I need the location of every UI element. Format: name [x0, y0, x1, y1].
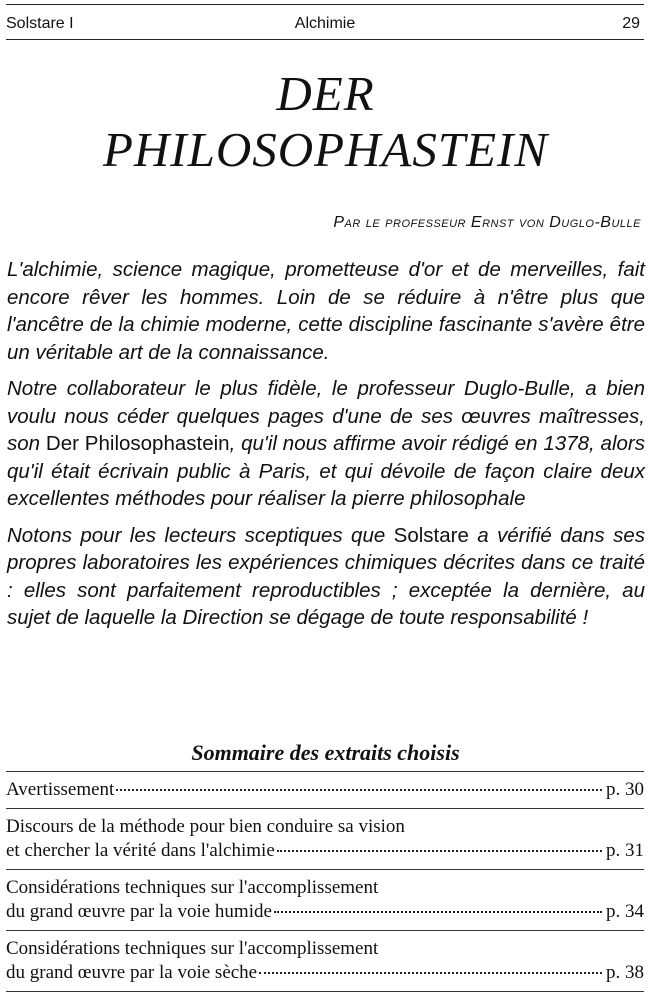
dot-leader	[277, 849, 602, 852]
p3-text-c: a vérifié dans ses propres laboratoires les expériences chimiques décrites dans ce traité : elles sont parfaitement reproductibles ; exceptée la dernière, au sujet de laquelle la Direction se dégage de toute responsabilité !	[7, 523, 645, 629]
intro-paragraph-3	[7, 522, 645, 632]
p2-text-a: Notre collaborateur le plus fidèle, le professeur Duglo-Bulle, a bien voulu nous céder quelques pages d'une de ses œuvres maîtresses, son	[7, 377, 645, 455]
summary-title: Sommaire des extraits choisis	[191, 740, 460, 765]
dot-leader	[259, 971, 602, 974]
toc-entry	[6, 772, 644, 809]
toc-entry-title-line: Considérations techniques sur l'accomplissement	[6, 877, 379, 898]
book-title: Der Philosophastein	[45, 432, 230, 455]
toc-entry-title: du grand œuvre par la voie sèche	[6, 962, 258, 983]
dot-leader	[274, 910, 602, 913]
toc-entry-title: Avertissement	[6, 779, 115, 800]
article-title	[0, 66, 651, 178]
intro-paragraph-2	[7, 375, 645, 513]
title-line-1: DER	[276, 66, 375, 121]
introduction	[7, 256, 645, 641]
magazine-name: Solstare	[393, 523, 469, 547]
toc-entry-title: et chercher la vérité dans l'alchimie	[6, 840, 275, 861]
page-number: 29	[622, 15, 640, 32]
running-header	[6, 4, 644, 40]
journal-name: Solstare I	[6, 15, 74, 32]
section-name: Alchimie	[294, 15, 356, 32]
toc-entry-title: du grand œuvre par la voie humide	[6, 901, 272, 922]
intro-paragraph-1: L'alchimie, science magique, prometteuse d'or et de merveilles, fait encore rêver les hommes. Loin de se réduire à n'être plus que l'ancêtre de la chimie moderne, cette discipline fascinante s'avère être un véritable art de la connaissance.	[7, 258, 645, 364]
toc-page-ref: p. 38	[606, 962, 644, 983]
toc-entry	[6, 931, 644, 992]
toc-page-ref: p. 31	[606, 840, 644, 861]
toc-page-ref: p. 30	[606, 779, 644, 800]
toc-entry	[6, 809, 644, 870]
title-line-2: PHILOSOPHASTEIN	[102, 122, 549, 177]
table-of-contents	[6, 771, 644, 992]
toc-page-ref: p. 34	[606, 901, 644, 922]
p3-text-a: Notons pour les lecteurs sceptiques que	[7, 523, 394, 547]
p2-text-c: , qu'il nous affirme avoir rédigé en 1378, alors qu'il était écrivain public à Paris, et qui dévoile de façon claire deux excellentes méthodes pour réaliser la pierre philosophale	[7, 432, 645, 510]
toc-entry	[6, 870, 644, 931]
author-byline: Par le professeur Ernst von Duglo-Bulle	[333, 214, 641, 231]
dot-leader	[116, 788, 602, 791]
toc-entry-title-line: Discours de la méthode pour bien conduire sa vision	[6, 816, 405, 837]
toc-entry-title-line: Considérations techniques sur l'accomplissement	[6, 938, 379, 959]
